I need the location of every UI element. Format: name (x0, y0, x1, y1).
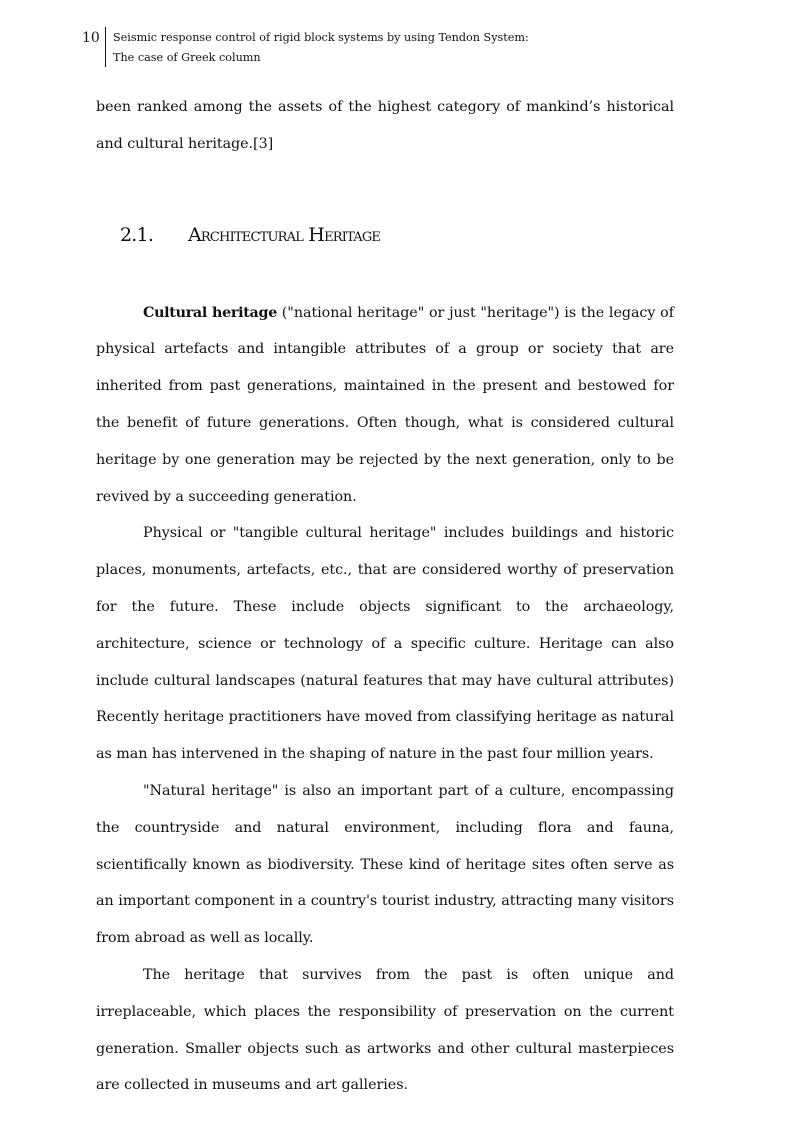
paragraph-cultural-heritage (96, 295, 674, 516)
section-heading (120, 215, 674, 255)
paragraph-text: ("national heritage" or just "heritage") is the legacy of physical artefacts and intangible attributes of a group or society that are inherited from past generations, maintained in the present and bestowed for the benefit of future generations. Often though, what is considered cultural heritage by one generation may be rejected by the next generation, only to be revived by a succeeding generation. (96, 304, 674, 505)
page-body (96, 89, 674, 1104)
paragraph-natural-heritage: "Natural heritage" is also an important part of a culture, encompassing the countryside and natural environment, including flora and fauna, scientifically known as biodiversity. These kind of heritage sites often serve as an important component in a country's tourist industry, attracting many visitors from abroad as well as locally. (96, 782, 674, 947)
paragraph-continuation: been ranked among the assets of the highest category of mankind’s historical and cultural heritage.[3] (96, 99, 674, 152)
page-header (0, 0, 794, 80)
section-number: 2.1. (120, 223, 154, 246)
defined-term: Cultural heritage (143, 304, 277, 321)
paragraph-preservation: The heritage that survives from the past is often unique and irreplaceable, which places the responsibility of preservation on the current generation. Smaller objects such as artworks and other cultural masterpieces are collected in museums and art galleries. (96, 966, 674, 1094)
running-title-line-1: Seismic response control of rigid block systems by using Tendon System: (113, 31, 529, 44)
running-title-line-2: The case of Greek column (113, 51, 261, 64)
running-title (113, 28, 529, 68)
header-divider (105, 27, 106, 67)
paragraph-tangible-heritage: Physical or "tangible cultural heritage" includes buildings and historic places, monuments, artefacts, etc., that are considered worthy of preservation for the future. These include objects significant to the archaeology, architecture, science or technology of a specific culture. Heritage can also include cultural landscapes (natural features that may have cultural attributes) Recently heritage practitioners have moved from classifying heritage as natural as man has intervened in the shaping of nature in the past four million years. (96, 525, 674, 763)
page-number: 10 (82, 30, 100, 46)
section-title: Architectural Heritage (188, 223, 381, 246)
